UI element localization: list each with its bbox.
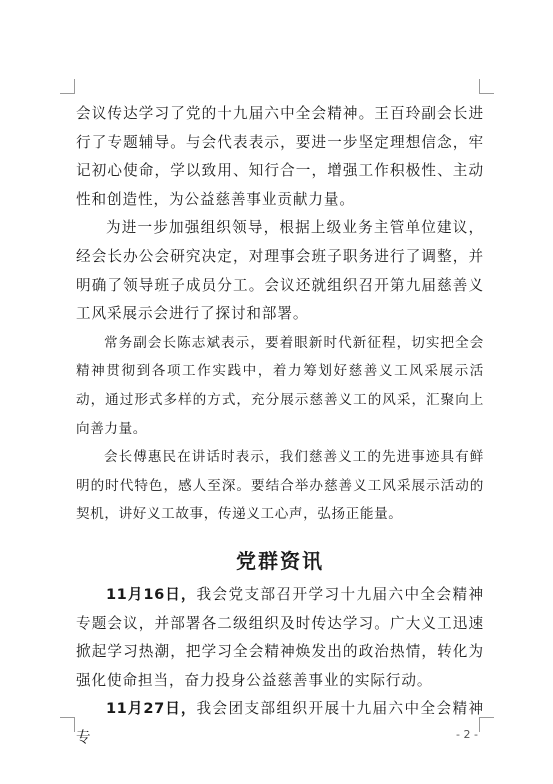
paragraph-vice-president-remarks: 常务副会长陈志斌表示，要着眼新时代新征程，切实把全会精神贯彻到各项工作实践中，着力筹划好慈善义工风采展示活动，通过形式多样的方式，充分展示慈善义工的风采，汇聚向上向善力量。 — [76, 334, 484, 437]
news-text: 我会党支部召开学习十九届六中全会精神专题会议，并部署各二级组织及时传达学习。广大义工迅速掀起学习热潮，把学习全会精神焕发出的政治热情，转化为强化使命担当，奋力投身公益慈善事业的实际行动。 — [76, 585, 484, 689]
news-item-nov-27 — [76, 695, 484, 752]
document-body — [76, 100, 484, 752]
news-text: 我会团支部组织开展十九届六中全会精神专 — [76, 700, 484, 746]
news-item-nov-16 — [76, 581, 484, 695]
news-date: 11月16日， — [106, 585, 197, 603]
paragraph-president-remarks: 会长傅惠民在讲话时表示，我们慈善义工的先进事迹具有鲜明的时代特色，感人至深。要结合举办慈善义工风采展示活动的契机，讲好义工故事，传递义工心声，弘扬正能量。 — [76, 449, 484, 523]
paragraph-leadership-adjustment: 为进一步加强组织领导，根据上级业务主管单位建议，经会长办公会研究决定，对理事会班子职务进行了调整，并明确了领导班子成员分工。会议还就组织召开第九届慈善义工风采展示会进行了探讨和部署。 — [76, 219, 484, 323]
crop-mark-bottom-left — [60, 717, 75, 732]
news-date: 11月27日， — [106, 700, 197, 718]
paragraph-meeting-summary: 会议传达学习了党的十九届六中全会精神。王百玲副会长进行了专题辅导。与会代表表示，要进一步坚定理想信念，牢记初心使命，学以致用、知行合一，增强工作积极性、主动性和创造性，为公益慈善事业贡献力量。 — [76, 105, 484, 208]
crop-mark-top-right — [479, 79, 494, 94]
crop-mark-top-left — [60, 79, 75, 94]
page-number: - 2 - — [456, 728, 478, 741]
section-title-party-news: 党群资讯 — [236, 548, 324, 573]
